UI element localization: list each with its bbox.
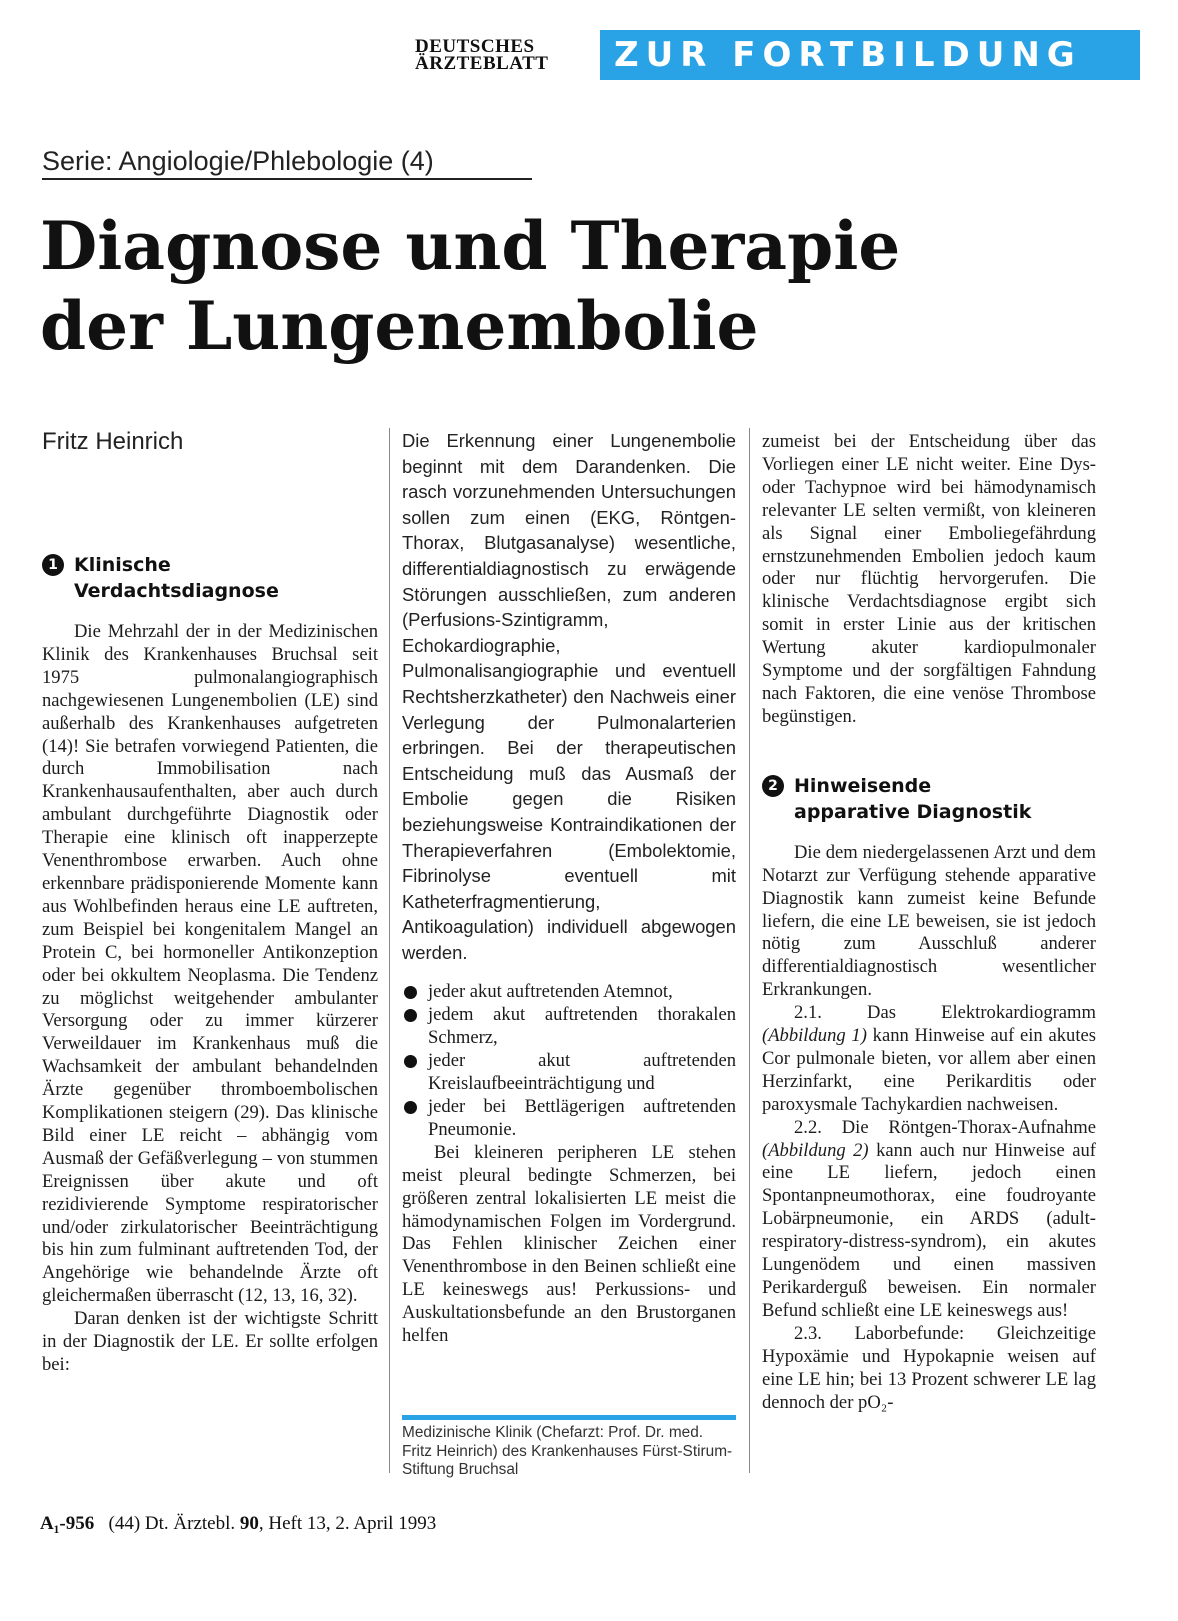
bullet-icon <box>404 1009 417 1022</box>
symptom-list <box>402 981 736 1141</box>
section-number-badge: 2 <box>762 775 784 797</box>
masthead-line2: ÄRZTEBLATT <box>415 53 549 74</box>
section-2-3-paragraph: 2.3. Laborbefunde: Gleichzeitige Hypoxämie und Hypokapnie weisen auf eine LE hin; bei 13 Prozent schwerer LE lag dennoch der pO₂- <box>762 1322 1096 1413</box>
section-2-1-paragraph: 2.1. Das Elektrokardiogramm (Abbildung 1) kann Hinweise auf ein akutes Cor pulmonale bieten, vor allem aber einen Herzinfarkt, eine Perikarditis oder paroxysmale Tachykardien nachweisen. <box>762 1002 1096 1115</box>
section-2-heading <box>762 773 1096 825</box>
column-divider-1 <box>389 428 390 1473</box>
list-item: jedem akut auftretenden thorakalen Schmerz, <box>402 1004 736 1050</box>
author-name: Fritz Heinrich <box>42 428 184 455</box>
section-banner: ZUR FORTBILDUNG <box>600 30 1140 80</box>
column-1 <box>42 428 378 1377</box>
section-2-title-line2: apparative Diagnostik <box>794 800 1032 823</box>
column-divider-2 <box>749 428 750 1473</box>
section-1-paragraph-2: Daran denken ist der wichtigste Schritt in der Diagnostik der LE. Er sollte erfolgen bei: <box>42 1308 378 1375</box>
section-1-title-line1: Klinische <box>74 554 171 576</box>
column-3-paragraph-1: zumeist bei der Entscheidung über das Vorliegen einer LE nicht weiter. Eine Dys- oder Tachypnoe wird bei hämodynamisch relevanter LE selten vermißt, von kleineren als Signal einer Emboliegefährdung ernstzunehmenden Embolien jedoch kaum oder nur flüchtig hervorgerufen. Die klinische Verdachtsdiagnose ergibt sich somit in erster Linie aus der kritischen Wertung akuter kardiopulmonaler Symptome und der sorgfältigen Fahndung nach Faktoren, die eine venöse Thrombose begünstigen. <box>762 431 1096 727</box>
section-number-badge: 1 <box>42 554 64 576</box>
bullet-icon <box>404 986 417 999</box>
abstract-paragraph: Die Erkennung einer Lungenembolie beginnt mit dem Darandenken. Die rasch vorzunehmenden Untersuchungen sollen zum einen (EKG, Röntgen-Thorax, Blutgasanalyse) wesentliche, differentialdiagnostisch zu erwägende Störungen ausschließen, zum anderen (Perfusions-Szintigramm, Echokardiographie, Pulmonalisangiographie und eventuell Rechtsherzkatheter) den Nachweis einer Verlegung der Pulmonalarterien erbringen. Bei der therapeutischen Entscheidung muß das Ausmaß der Embolie gegen die Risiken beziehungsweise Kontraindikationen der Therapieverfahren (Embolektomie, Fibrinolyse eventuell mit Katheterfragmentierung, Antikoagulation) individuell abgewogen werden. <box>402 430 736 963</box>
section-1-heading <box>42 552 378 604</box>
article-title <box>40 206 1040 366</box>
section-1-title-line2: Verdachtsdiagnose <box>74 580 279 602</box>
affiliation-note: Medizinische Klinik (Chefarzt: Prof. Dr. med. Fritz Heinrich) des Krankenhauses Fürst-Stirum-Stiftung Bruchsal <box>402 1415 736 1480</box>
section-2-paragraph-1: Die dem niedergelassenen Arzt und dem Notarzt zur Verfügung stehende apparative Diagnostik kann zumeist keine Befunde liefern, die eine LE beweisen, sie ist jedoch nötig zum Ausschluß anderer differentialdiagnostisch wesentlicher Erkrankungen. <box>762 841 1096 1001</box>
page-id: A₁-956 <box>40 1513 95 1534</box>
title-line1: Diagnose und Therapie <box>40 207 901 285</box>
section-1-paragraph-1: Die Mehrzahl der in der Medizinischen Klinik des Krankenhauses Bruchsal seit 1975 pulmonalangiographisch nachgewiesenen Lungenembolien (LE) sind außerhalb des Krankenhauses aufgetreten (14)! Sie betrafen vorwiegend Patienten, die durch Immobilisation nach Krankenhausaufenthalten, aber auch durch ambulant durchgeführte Diagnostik oder Therapie eine klinisch oft inapperzepte Venenthrombose erwarben. Auch ohne erkennbare prädisponierende Momente kann aus Wohlbefinden heraus eine LE auftreten, zum Beispiel bei kongenitalem Mangel an Protein C, bei hormoneller Antikonzeption oder bei okkultem Neoplasma. Die Tendenz zu möglichst weitgehender ambulanter Versorgung oder zu immer kürzerer Verweildauer im Krankenhaus muß die Wachsamkeit der ambulant behandelnden Ärzte gegenüber thromboembolischen Komplikationen steigern (29). Das klinische Bild einer LE reicht – abhängig vom Ausmaß der Gefäßverlegung – von stummen Ereignissen über akute und oft rezidivierende Symptome respiratorischer und/oder zirkulatorischer Beeinträchtigung bis hin zum fulminant auftretenden Tod, der Angehörige wie behandelnde Ärzte oft gleichermaßen überrascht (12, 13, 16, 32). <box>42 621 378 1307</box>
series-heading: Serie: Angiologie/Phlebologie (4) <box>42 146 532 180</box>
list-item: jeder akut auftretenden Kreislaufbeeinträchtigung und <box>402 1050 736 1096</box>
masthead-line1: DEUTSCHES <box>415 36 535 57</box>
section-2-title-line1: Hinweisende <box>794 774 932 797</box>
figure-reference: (Abbildung 2) <box>762 1139 869 1161</box>
volume-number: 90 <box>239 1513 259 1534</box>
list-item: jeder akut auftretenden Atemnot, <box>402 981 736 1004</box>
column-2 <box>402 428 736 1348</box>
bullet-icon <box>404 1055 417 1068</box>
figure-reference: (Abbildung 1) <box>762 1025 867 1047</box>
section-2-2-paragraph: 2.2. Die Röntgen-Thorax-Aufnahme (Abbildung 2) kann auch nur Hinweise auf eine LE liefern, jedoch einen Spontanpneumothorax, eine foudroyante Lobärpneumonie, ein ARDS (adult-respiratory-distress-syndrom), ein akutes Lungenödem und einen massiven Perikarderguß beweisen. Ein normaler Befund schließt eine LE keineswegs aus! <box>762 1116 1096 1321</box>
list-item: jeder bei Bettlägerigen auftretenden Pneumonie. <box>402 1096 736 1142</box>
page-footer: A₁-956 (44) Dt. Ärztebl. 90, Heft 13, 2. April 1993 <box>40 1513 437 1534</box>
title-line2: der Lungenembolie <box>40 287 759 365</box>
column-3 <box>762 431 1096 1414</box>
bullet-icon <box>404 1101 417 1114</box>
masthead-logo <box>415 38 593 72</box>
column-2-paragraph: Bei kleineren peripheren LE stehen meist pleural bedingte Schmerzen, bei größeren zentral lokalisierten LE meist die hämodynamischen Folgen im Vordergrund. Das Fehlen klinischer Zeichen einer Venenthrombose in den Beinen schließt eine LE keineswegs aus! Perkussions- und Auskultationsbefunde an den Brustorganen helfen <box>402 1141 736 1347</box>
